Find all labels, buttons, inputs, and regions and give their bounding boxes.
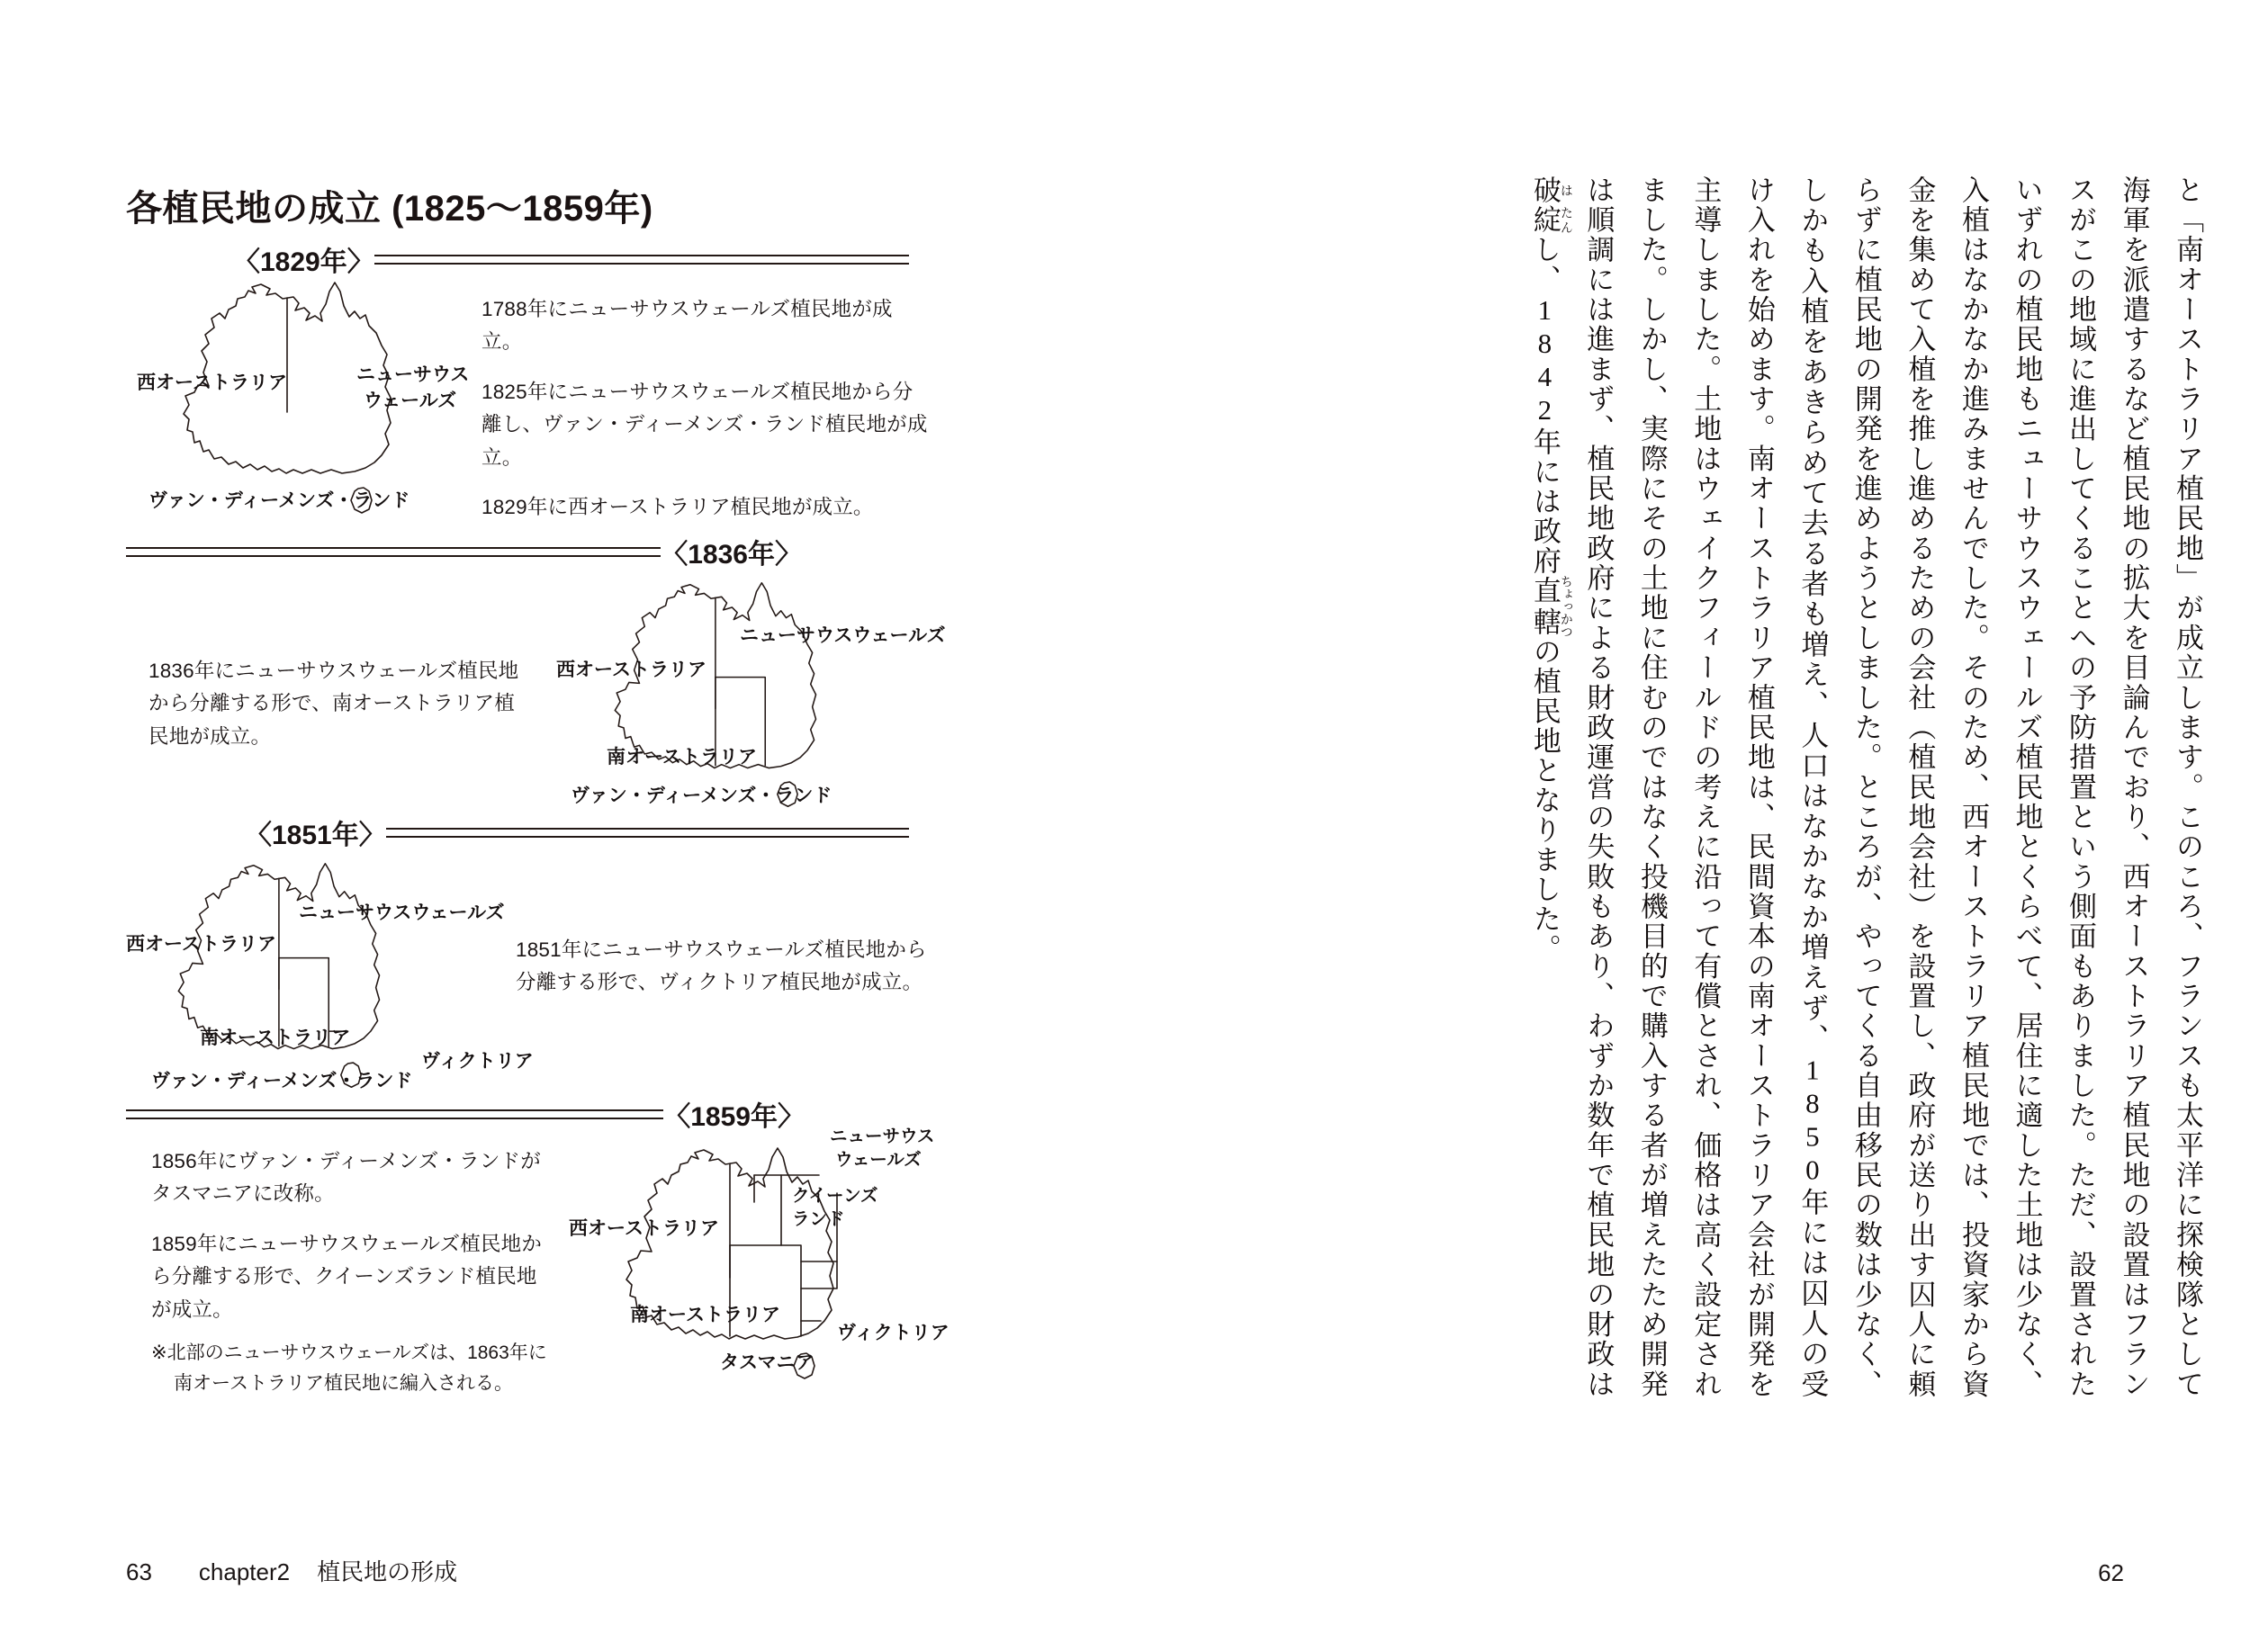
footnote-line1: ※北部のニューサウスウェールズは、1863年に: [151, 1342, 547, 1363]
map-label-nsw-1859-line2: ウェールズ: [835, 1150, 922, 1170]
map-label-nsw-1859-line1: ニューサウス: [830, 1127, 935, 1146]
right-page-number: 62: [2098, 1559, 2124, 1586]
map-label-victoria-1859: ヴィクトリア: [837, 1323, 950, 1343]
note-1829-3: 1829年に西オーストラリア植民地が成立。: [482, 496, 874, 519]
map-label-south-1836: 南オーストラリア: [607, 747, 757, 768]
note-1851-1: 1851年にニューサウスウェールズ植民地から分離する形で、ヴィクトリア植民地が成立。: [516, 938, 927, 994]
map-label-vdl-1836: ヴァン・ディーメンズ・ランド: [571, 786, 832, 806]
year-rule: [374, 255, 909, 265]
map-label-vdl-1851: ヴァン・ディーメンズ・ランド: [151, 1071, 413, 1091]
year-rule: [386, 828, 909, 838]
chapter-label: chapter2: [198, 1558, 291, 1585]
note-block-1829: [482, 293, 932, 525]
year-label-1829: 〈1829年〉: [233, 247, 374, 277]
note-block-1851: [516, 934, 930, 1000]
map-label-south-1859: 南オーストラリア: [630, 1305, 780, 1325]
year-rule: [126, 547, 661, 557]
chapter-title: 植民地の形成: [317, 1558, 458, 1585]
map-label-vdl-1829: ヴァン・ディーメンズ・ランド: [148, 490, 410, 511]
map-label-victoria-1851: ヴィクトリア: [421, 1051, 534, 1072]
footnote-line2: 南オーストラリア植民地に編入される。: [174, 1372, 513, 1394]
year-label-1836: 〈1836年〉: [661, 540, 802, 570]
map-label-nsw-1836: ニューサウスウェールズ: [740, 625, 946, 646]
year-header-1836: [126, 534, 806, 570]
note-block-1836: [148, 655, 526, 753]
note-1836-1: 1836年にニューサウスウェールズ植民地から分離する形で、南オーストラリア植民地が成立。: [148, 660, 519, 748]
left-page-number: 63: [126, 1558, 152, 1585]
footnote-1859: [151, 1338, 574, 1398]
year-header-1851: [241, 814, 909, 850]
year-rule: [126, 1109, 663, 1119]
map-label-tasmania-1859: タスマニア: [720, 1352, 814, 1373]
year-header-1859: [126, 1096, 808, 1132]
note-1829-1: 1788年にニューサウスウェールズ植民地が成立。: [482, 298, 893, 354]
note-1859-1: 1856年にヴァン・ディーメンズ・ランドがタスマニアに改称。: [151, 1150, 541, 1206]
year-header-1829: [230, 241, 909, 277]
left-page-footer: [126, 1554, 457, 1587]
map-label-qld-1859-line2: ランド: [792, 1209, 845, 1229]
year-label-1859: 〈1859年〉: [663, 1102, 805, 1132]
right-page: [1125, 0, 2250, 1652]
figure-title: 各植民地の成立 (1825〜1859年): [126, 189, 653, 229]
map-label-west-1851: 西オーストラリア: [126, 934, 276, 955]
body-text-vertical: と「南オーストラリア植民地」が成立します。このころ、フランスも太平洋に探検隊として海軍を派遣するなど植民地の拡大を目論んでおり、西オーストラリア植民地の設置はフランスがこの地域に進出してくることへの予防措置という側面もありました。ただ、設置されたいずれの植民地もニューサウスウェールズ植民地とくらべて、居住に適した土地は少なく、入植はなかなか進みませんでした。そのため、西オーストラリア植民地では、投資家から資金を集めて入植を推し進めるための会社（植民地会社）を設置し、政府が送り出す囚人に頼らずに植民地の開発を進めようとしました。ところが、やってくる自由移民の数は少なく、しかも入植をあきらめて去る者も増え、人口はなかなか増えず、1850年には囚人の受け入れを始めます。南オーストラリア植民地は、民間資本の南オーストラリア会社が開発を主導しました。土地はウェイクフィールドの考えに沿って有償とされ、価格は高く設定されました。しかし、実際にその土地に住むのではなく投機目的で購入する者が増えたため開発は順調には進まず、植民地政府による財政運営の失敗もあり、わずか数年で植民地の財政は破は綻たんし、1842年には政府直轄ちょっかつの植民地となりました。: [1528, 175, 2203, 1400]
note-1829-2: 1825年にニューサウスウェールズ植民地から分離し、ヴァン・ディーメンズ・ランド植民地が成立。: [482, 380, 928, 469]
note-1859-2: 1859年にニューサウスウェールズ植民地から分離する形で、クイーンズランド植民地が成立。: [151, 1232, 543, 1321]
map-label-west-1836: 西オーストラリア: [556, 660, 706, 680]
map-label-nsw-1851: ニューサウスウェールズ: [299, 902, 505, 923]
note-block-1859: [151, 1145, 547, 1326]
map-label-qld-1859-line1: クイーンズ: [792, 1186, 878, 1206]
map-1851: [158, 848, 454, 1104]
map-label-nsw-1829-line1: ニューサウス: [356, 364, 470, 385]
map-label-south-1851: 南オーストラリア: [200, 1028, 350, 1048]
map-label-nsw-1829-line2: ウェールズ: [364, 391, 457, 411]
year-label-1851: 〈1851年〉: [245, 821, 386, 850]
map-label-west-1829: 西オーストラリア: [137, 373, 287, 393]
map-label-west-1859: 西オーストラリア: [569, 1218, 719, 1239]
